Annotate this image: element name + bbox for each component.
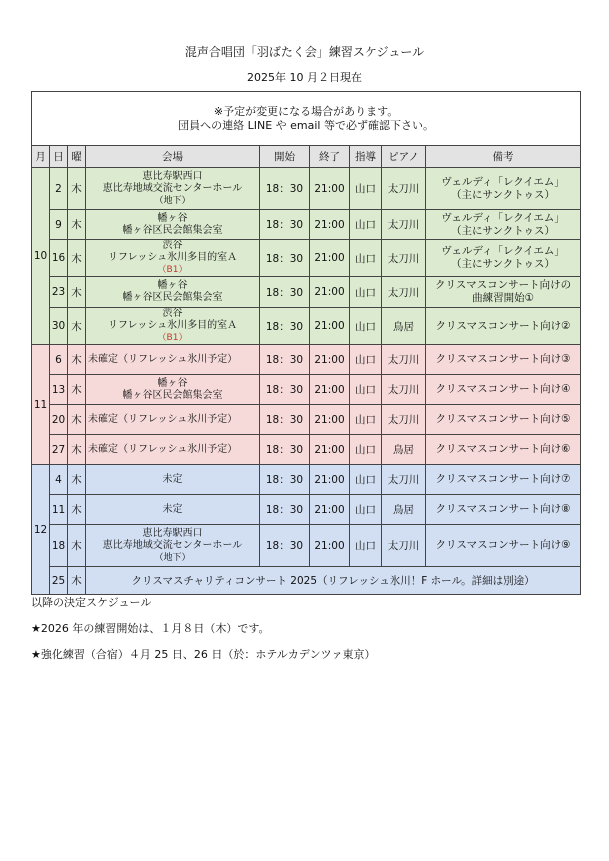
note-line: ヴェルディ「レクイエム」 <box>441 211 565 224</box>
end-time-cell: 21:00 <box>310 525 350 567</box>
venue-line: 渋谷 <box>162 240 183 251</box>
venue-cell <box>86 277 260 308</box>
table-row <box>32 435 581 465</box>
venue-line: 恵比寿駅西口 <box>142 170 203 182</box>
note-line: クリスマスコンサート向け④ <box>435 383 571 395</box>
piano-cell: 太刀川 <box>382 210 426 240</box>
leader-cell: 山口 <box>350 375 382 405</box>
start-time-cell: 18：30 <box>260 525 310 567</box>
table-row <box>32 375 581 405</box>
note-line: クリスマスコンサート向け⑥ <box>435 443 571 455</box>
venue-cell <box>86 375 260 405</box>
start-time-cell: 18：30 <box>260 277 310 308</box>
col-end: 終了 <box>310 146 350 168</box>
notes-cell <box>426 405 581 435</box>
notes-cell <box>426 210 581 240</box>
venue-cell <box>86 465 260 495</box>
piano-cell: 太刀川 <box>382 525 426 567</box>
col-leader: 指導 <box>350 146 382 168</box>
leader-cell: 山口 <box>350 210 382 240</box>
day-cell: 11 <box>50 495 68 525</box>
notes-cell <box>426 277 581 308</box>
weekday-cell: 木 <box>68 277 86 308</box>
weekday-cell: 木 <box>68 495 86 525</box>
month-cell: 12 <box>32 465 50 595</box>
weekday-cell: 木 <box>68 210 86 240</box>
end-time-cell: 21:00 <box>310 345 350 375</box>
table-row <box>32 277 581 308</box>
weekday-cell: 木 <box>68 525 86 567</box>
notes-cell <box>426 465 581 495</box>
notice-line-1: ※予定が変更になる場合があります。 <box>213 104 399 118</box>
end-time-cell: 21:00 <box>310 375 350 405</box>
table-row <box>32 308 581 345</box>
venue-cell <box>86 210 260 240</box>
venue-line: （地下） <box>154 552 191 563</box>
venue-line: 幡ヶ谷 <box>157 212 188 224</box>
leader-cell: 山口 <box>350 405 382 435</box>
page-title: 混声合唱団「羽ばたく会」練習スケジュール <box>184 45 425 59</box>
note-line: （主にサンクトゥス） <box>451 224 556 237</box>
month-cell: 10 <box>32 168 50 345</box>
col-venue: 会場 <box>86 146 260 168</box>
note-line: （主にサンクトゥス） <box>451 188 556 201</box>
note-line: クリスマスコンサート向け② <box>435 319 571 332</box>
table-row <box>32 210 581 240</box>
table-row <box>32 405 581 435</box>
notice-line-2: 団員への連絡 LINE や email 等で必ず確認下さい。 <box>178 118 434 132</box>
day-cell: 18 <box>50 525 68 567</box>
schedule-table <box>31 91 581 595</box>
end-time-cell: 21:00 <box>310 210 350 240</box>
venue-line: 渋谷 <box>162 308 183 319</box>
leader-cell: 山口 <box>350 495 382 525</box>
piano-cell: 鳥居 <box>382 435 426 465</box>
leader-cell: 山口 <box>350 345 382 375</box>
venue-cell <box>86 240 260 277</box>
notes-cell <box>426 495 581 525</box>
end-time-cell: 21:00 <box>310 308 350 345</box>
start-time-cell: 18：30 <box>260 405 310 435</box>
note-line: クリスマスコンサート向けの <box>435 279 572 291</box>
venue-line: 恵比寿地域交流センターホール <box>102 182 243 194</box>
day-cell: 9 <box>50 210 68 240</box>
table-row <box>32 465 581 495</box>
venue-line: 幡ヶ谷区民会館集会室 <box>122 224 223 236</box>
note-line: クリスマスコンサート向け⑤ <box>435 413 571 425</box>
venue-line: 恵比寿地域交流センターホール <box>102 539 243 551</box>
notes-cell <box>426 240 581 277</box>
venue-cell <box>86 435 260 465</box>
leader-cell: 山口 <box>350 465 382 495</box>
weekday-cell: 木 <box>68 375 86 405</box>
leader-cell: 山口 <box>350 308 382 345</box>
start-time-cell: 18：30 <box>260 495 310 525</box>
end-time-cell: 21:00 <box>310 240 350 277</box>
venue-line: 未確定（リフレッシュ氷川予定） <box>88 413 238 425</box>
piano-cell: 鳥居 <box>382 495 426 525</box>
weekday-cell: 木 <box>68 168 86 210</box>
venue-cell <box>86 405 260 435</box>
piano-cell: 太刀川 <box>382 345 426 375</box>
note-line: ヴェルディ「レクイエム」 <box>441 175 565 188</box>
day-cell: 2 <box>50 168 68 210</box>
col-day: 日 <box>50 146 68 168</box>
venue-line: （B1） <box>157 265 188 275</box>
end-time-cell: 21:00 <box>310 277 350 308</box>
start-time-cell: 18：30 <box>260 435 310 465</box>
start-time-cell: 18：30 <box>260 375 310 405</box>
weekday-cell: 木 <box>68 465 86 495</box>
start-time-cell: 18：30 <box>260 240 310 277</box>
notes-cell <box>426 435 581 465</box>
piano-cell: 太刀川 <box>382 465 426 495</box>
venue-line: リフレッシュ氷川多目的室Ａ <box>107 252 238 263</box>
venue-cell <box>86 308 260 345</box>
notice-box <box>32 92 581 146</box>
day-cell: 25 <box>50 567 68 595</box>
venue-line: 幡ヶ谷 <box>157 280 188 291</box>
day-cell: 30 <box>50 308 68 345</box>
venue-cell <box>86 525 260 567</box>
footer-item-1: ★2026 年の練習開始は、１月８日（木）です。 <box>31 622 270 635</box>
venue-line: リフレッシュ氷川多目的室Ａ <box>107 320 238 331</box>
venue-line: 幡ヶ谷区民会館集会室 <box>122 292 223 303</box>
venue-cell <box>86 345 260 375</box>
as-of-date: 2025年 10 月２日現在 <box>247 71 362 84</box>
weekday-cell: 木 <box>68 405 86 435</box>
notes-cell <box>426 525 581 567</box>
table-row <box>32 525 581 567</box>
start-time-cell: 18：30 <box>260 210 310 240</box>
venue-cell <box>86 168 260 210</box>
footer-item-2: ★強化練習（合宿）４月 25 日、26 日（於：ホテルカデンツァ東京） <box>31 648 376 661</box>
weekday-cell: 木 <box>68 345 86 375</box>
table-row <box>32 495 581 525</box>
weekday-cell: 木 <box>68 308 86 345</box>
end-time-cell: 21:00 <box>310 168 350 210</box>
venue-line: （地下） <box>154 195 191 206</box>
note-line: ヴェルディ「レクイエム」 <box>441 245 565 257</box>
note-line: クリスマスコンサート向け⑦ <box>435 473 571 485</box>
note-line: 曲練習開始① <box>472 292 534 304</box>
note-line: （主にサンクトゥス） <box>451 258 556 270</box>
day-cell: 4 <box>50 465 68 495</box>
venue-line: 幡ヶ谷 <box>157 377 188 389</box>
notice-row <box>32 92 581 146</box>
piano-cell: 太刀川 <box>382 240 426 277</box>
col-weekday: 曜 <box>68 146 86 168</box>
piano-cell: 太刀川 <box>382 277 426 308</box>
venue-line: （B1） <box>157 333 188 343</box>
notes-cell <box>426 345 581 375</box>
venue-line: 幡ヶ谷区民会館集会室 <box>122 389 223 401</box>
table-row <box>32 168 581 210</box>
leader-cell: 山口 <box>350 240 382 277</box>
leader-cell: 山口 <box>350 435 382 465</box>
venue-line: 恵比寿駅西口 <box>142 527 203 539</box>
table-row <box>32 345 581 375</box>
table-row <box>32 240 581 277</box>
col-start: 開始 <box>260 146 310 168</box>
venue-cell <box>86 495 260 525</box>
leader-cell: 山口 <box>350 525 382 567</box>
end-time-cell: 21:00 <box>310 495 350 525</box>
day-cell: 23 <box>50 277 68 308</box>
venue-line: 未定 <box>162 503 183 515</box>
start-time-cell: 18：30 <box>260 345 310 375</box>
note-line: クリスマスコンサート向け③ <box>435 353 571 365</box>
venue-line: 未確定（リフレッシュ氷川予定） <box>88 443 238 455</box>
notes-cell <box>426 308 581 345</box>
piano-cell: 太刀川 <box>382 375 426 405</box>
month-cell: 11 <box>32 345 50 465</box>
footer-heading: 以降の決定スケジュール <box>31 596 152 609</box>
weekday-cell: 木 <box>68 567 86 595</box>
start-time-cell: 18：30 <box>260 308 310 345</box>
end-time-cell: 21:00 <box>310 465 350 495</box>
leader-cell: 山口 <box>350 277 382 308</box>
weekday-cell: 木 <box>68 240 86 277</box>
piano-cell: 太刀川 <box>382 405 426 435</box>
day-cell: 6 <box>50 345 68 375</box>
notes-cell <box>426 375 581 405</box>
end-time-cell: 21:00 <box>310 405 350 435</box>
col-month: 月 <box>32 146 50 168</box>
notes-cell <box>426 168 581 210</box>
weekday-cell: 木 <box>68 435 86 465</box>
header-row <box>32 146 581 168</box>
col-piano: ピアノ <box>382 146 426 168</box>
note-line: クリスマスコンサート向け⑧ <box>435 503 571 515</box>
col-notes: 備考 <box>426 146 581 168</box>
day-cell: 20 <box>50 405 68 435</box>
day-cell: 16 <box>50 240 68 277</box>
end-time-cell: 21:00 <box>310 435 350 465</box>
event-cell: クリスマスチャリティコンサート 2025（リフレッシュ氷川！F ホール。詳細は別途） <box>86 567 581 595</box>
leader-cell: 山口 <box>350 168 382 210</box>
piano-cell: 鳥居 <box>382 308 426 345</box>
venue-line: 未確定（リフレッシュ氷川予定） <box>88 353 238 365</box>
day-cell: 27 <box>50 435 68 465</box>
table-row <box>32 567 581 595</box>
footer-notes <box>31 596 375 674</box>
day-cell: 13 <box>50 375 68 405</box>
piano-cell: 太刀川 <box>382 168 426 210</box>
note-line: クリスマスコンサート向け⑨ <box>435 539 571 551</box>
start-time-cell: 18：30 <box>260 168 310 210</box>
venue-line: 未定 <box>162 473 183 485</box>
start-time-cell: 18：30 <box>260 465 310 495</box>
